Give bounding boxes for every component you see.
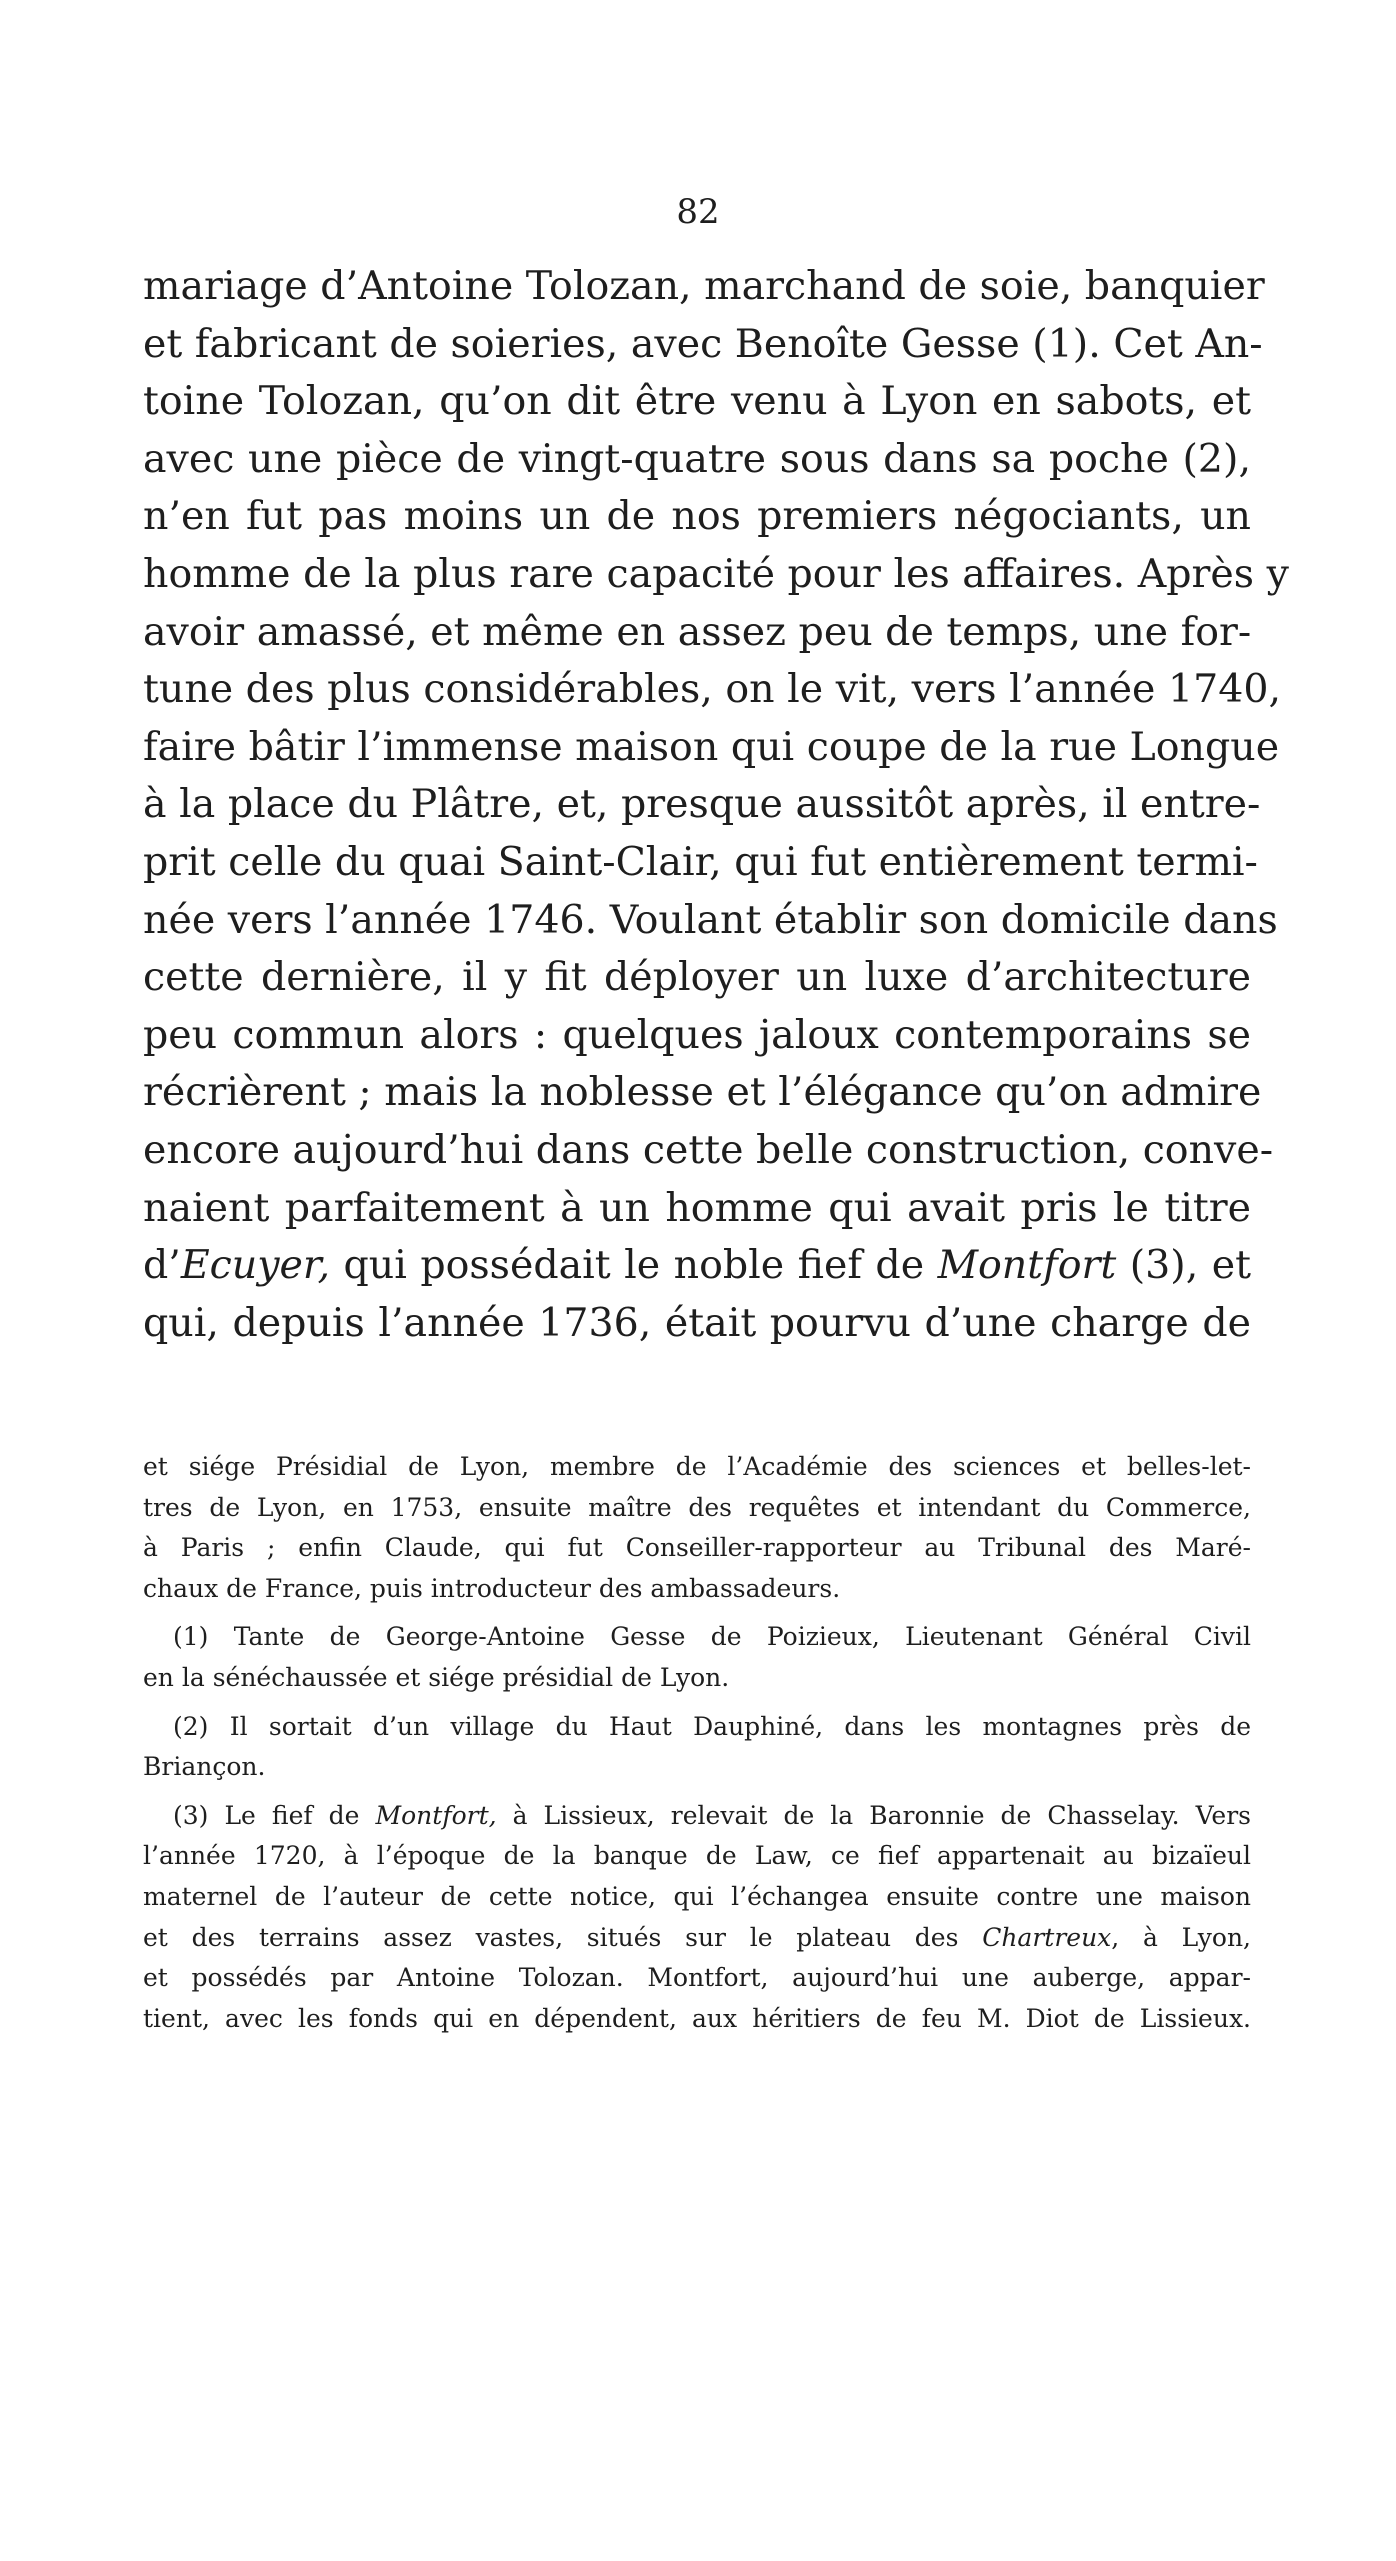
body-line: peu commun alors : quelques jaloux contemporains se — [143, 1011, 1251, 1058]
body-line: naient parfaitement à un homme qui avait pris le titre — [143, 1184, 1251, 1231]
text-fragment: qui possédait le noble fief de — [330, 1242, 938, 1289]
body-line: mariage d’Antoine Tolozan, marchand de soie, banquier — [143, 263, 1265, 309]
footnote-line: en la sénéchaussée et siége présidial de Lyon. — [143, 1662, 730, 1692]
footnote-line: chaux de France, puis introducteur des ambassadeurs. — [143, 1573, 841, 1603]
body-line: avec une pièce de vingt-quatre sous dans sa poche (2), — [143, 435, 1251, 482]
italic-montfort-footnote: Montfort, — [375, 1800, 497, 1830]
footnote-continuation — [143, 1447, 1251, 1609]
body-line: qui, depuis l’année 1736, était pourvu d’une charge de — [143, 1299, 1251, 1346]
body-line: à la place du Plâtre, et, presque aussitôt après, il entre- — [143, 781, 1261, 828]
text-fragment: (3) Le fief de — [173, 1800, 376, 1830]
footnote-line: (1) Tante de George-Antoine Gesse de Poizieux, Lieutenant Général Civil — [173, 1622, 1251, 1652]
footnote-line: et possédés par Antoine Tolozan. Montfort, aujourd’hui une auberge, appar- — [143, 1963, 1251, 1993]
page-number: 82 — [676, 192, 720, 232]
body-line: avoir amassé, et même en assez peu de temps, une for- — [143, 608, 1252, 655]
footnote-line: à Paris ; enfin Claude, qui fut Conseiller-rapporteur au Tribunal des Maré- — [143, 1533, 1251, 1563]
text-fragment: et des terrains assez vastes, situés sur le plateau des — [143, 1922, 983, 1952]
body-line-ecuyer — [143, 1237, 1251, 1295]
body-line: tune des plus considérables, on le vit, vers l’année 1740, — [143, 666, 1282, 713]
body-line: n’en fut pas moins un de nos premiers négociants, un — [143, 493, 1251, 540]
footnote-2 — [143, 1707, 1251, 1788]
footnotes — [143, 1447, 1251, 2039]
body-line: homme de la plus rare capacité pour les affaires. Après y — [143, 550, 1289, 597]
body-line: récrièrent ; mais la noblesse et l’élégance qu’on admire — [143, 1069, 1262, 1116]
text-fragment: d’ — [143, 1242, 181, 1289]
body-line: cette dernière, il y fit déployer un luxe d’architecture — [143, 954, 1251, 1001]
footnote-line: Briançon. — [143, 1752, 266, 1782]
text-fragment: , à Lyon, — [1111, 1922, 1251, 1952]
body-line: et fabricant de soieries, avec Benoîte Gesse (1). Cet An- — [143, 320, 1263, 367]
italic-chartreux: Chartreux — [982, 1922, 1112, 1952]
italic-montfort: Montfort — [937, 1242, 1117, 1289]
footnote-1 — [143, 1617, 1251, 1698]
body-line: prit celle du quai Saint-Clair, qui fut entièrement termi- — [143, 838, 1258, 885]
body-line: née vers l’année 1746. Voulant établir son domicile dans — [143, 896, 1278, 943]
text-fragment: (3), et — [1116, 1242, 1251, 1289]
main-text — [143, 258, 1289, 1352]
footnote-line — [143, 1796, 1251, 1837]
footnote-line: l’année 1720, à l’époque de la banque de Law, ce fief appartenait au bizaïeul — [143, 1841, 1251, 1871]
body-line: faire bâtir l’immense maison qui coupe de la rue Longue — [143, 723, 1280, 770]
footnote-3 — [143, 1796, 1251, 2040]
footnote-line: maternel de l’auteur de cette notice, qui l’échangea ensuite contre une maison — [143, 1881, 1251, 1911]
italic-ecuyer: Ecuyer, — [180, 1242, 331, 1289]
footnote-line: (2) Il sortait d’un village du Haut Dauphiné, dans les montagnes près de — [173, 1711, 1251, 1741]
text-fragment: à Lissieux, relevait de la Baronnie de Chasselay. Vers — [496, 1800, 1251, 1830]
body-line: encore aujourd’hui dans cette belle construction, conve- — [143, 1126, 1274, 1173]
footnote-line — [143, 1918, 1251, 1959]
footnote-line: et siége Présidial de Lyon, membre de l’Académie des sciences et belles-let- — [143, 1452, 1251, 1481]
footnote-line: tient, avec les fonds qui en dépendent, aux héritiers de feu M. Diot de Lissieux. — [143, 2003, 1251, 2033]
body-line: toine Tolozan, qu’on dit être venu à Lyon en sabots, et — [143, 378, 1251, 425]
footnote-line: tres de Lyon, en 1753, ensuite maître des requêtes et intendant du Commerce, — [143, 1492, 1251, 1522]
